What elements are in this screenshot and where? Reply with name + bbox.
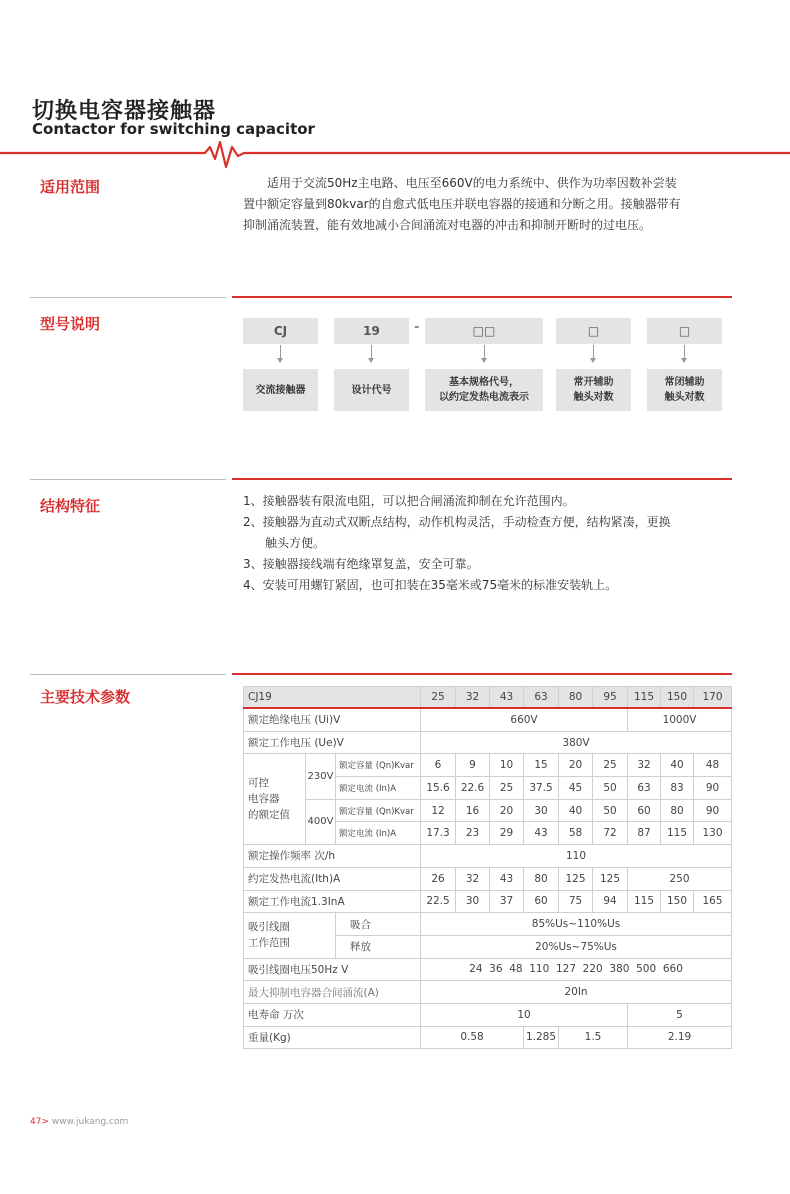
arrow-down-icon: [484, 345, 485, 362]
table-cell: 10: [490, 754, 524, 777]
divider: [30, 674, 226, 675]
spec-table: [243, 686, 732, 1049]
table-cell: 15: [524, 754, 559, 777]
list-item: 4、安装可用螺钉紧固，也可扣装在35毫米或75毫米的标准安装轨上。: [243, 578, 618, 592]
section-heading-structure: 结构特征: [40, 497, 101, 515]
table-cell: 37.5: [524, 777, 559, 800]
table-cell: 43: [524, 822, 559, 845]
table-cell: 250: [628, 867, 732, 890]
table-cell: 5: [628, 1003, 732, 1026]
table-cell: 80: [661, 799, 694, 822]
list-item: 触头方便。: [265, 536, 326, 550]
table-cell: 1.285: [524, 1026, 559, 1049]
table-cell: 50: [593, 799, 628, 822]
table-cell: 22.6: [456, 777, 490, 800]
divider-accent: [232, 296, 732, 298]
table-cell: 63: [628, 777, 661, 800]
table-cell: 115: [628, 687, 661, 709]
table-cell: 50: [593, 777, 628, 800]
table-cell: 30: [524, 799, 559, 822]
table-cell: 吸合: [336, 913, 421, 936]
scope-line: 适用于交流50Hz主电路、电压至660V的电力系统中、供作为功率因数补尝装: [267, 176, 677, 190]
structure-list: [243, 491, 733, 596]
list-item: 3、接触器接线端有绝缘罩复盖，安全可靠。: [243, 557, 479, 571]
table-row: [244, 981, 732, 1004]
table-cell: 63: [524, 687, 559, 709]
table-cell: 2.19: [628, 1026, 732, 1049]
table-row: [244, 913, 732, 936]
table-cell: 48: [694, 754, 732, 777]
table-cell: 45: [559, 777, 593, 800]
table-cell: 额定工作电流1.3InA: [244, 890, 421, 913]
table-cell: 29: [490, 822, 524, 845]
table-cell: 12: [421, 799, 456, 822]
table-row: [244, 1026, 732, 1049]
table-cell: 75: [559, 890, 593, 913]
table-cell: 20: [559, 754, 593, 777]
table-row: [244, 867, 732, 890]
table-cell: 25: [421, 687, 456, 709]
divider-accent: [232, 478, 732, 480]
model-desc-cj: 交流接触器: [243, 369, 318, 411]
table-cell: 额定容量 (Qn)Kvar: [336, 754, 421, 777]
table-cell: 40: [559, 799, 593, 822]
table-cell: 6: [421, 754, 456, 777]
table-cell: 32: [456, 867, 490, 890]
table-cell: 80: [524, 867, 559, 890]
table-cell: 165: [694, 890, 732, 913]
table-row: [244, 799, 732, 822]
footer-url: www.jukang.com: [51, 1117, 129, 1127]
table-row: [244, 687, 732, 709]
table-cell: 9: [456, 754, 490, 777]
table-cell: 380V: [421, 731, 732, 754]
table-cell: 22.5: [421, 890, 456, 913]
divider: [30, 479, 226, 480]
divider-accent: [232, 673, 732, 675]
table-cell: 80: [559, 687, 593, 709]
table-cell: 115: [628, 890, 661, 913]
table-cell: 额定工作电压 (Ue)V: [244, 731, 421, 754]
table-cell: 1000V: [628, 708, 732, 731]
table-cell: 40: [661, 754, 694, 777]
table-cell: 43: [490, 867, 524, 890]
scope-paragraph: [243, 173, 733, 236]
table-cell: 吸引线圈 工作范围: [244, 913, 336, 958]
model-desc-no: 常开辅助 触头对数: [556, 369, 631, 411]
table-cell: 170: [694, 687, 732, 709]
section-heading-model: 型号说明: [40, 315, 101, 333]
model-desc-design: 设计代号: [334, 369, 409, 411]
table-cell: 25: [593, 754, 628, 777]
table-cell: 24 36 48 110 127 220 380 500 660: [421, 958, 732, 981]
header-pulse-line: [0, 138, 790, 172]
arrow-down-icon: [371, 345, 372, 362]
table-cell: 可控 电容器 的额定值: [244, 754, 306, 845]
table-cell: 额定电流 (In)A: [336, 822, 421, 845]
model-code-nc: □: [647, 318, 722, 344]
divider: [30, 297, 226, 298]
model-code-cj: CJ: [243, 318, 318, 344]
page-title-cn: 切换电容器接触器: [32, 99, 217, 124]
table-cell: 电寿命 万次: [244, 1003, 421, 1026]
table-cell: 20In: [421, 981, 732, 1004]
table-row: [244, 708, 732, 731]
table-cell: 90: [694, 799, 732, 822]
table-cell: 130: [694, 822, 732, 845]
table-cell: 85%Us~110%Us: [421, 913, 732, 936]
table-cell: 94: [593, 890, 628, 913]
model-desc-spec: 基本规格代号， 以约定发热电流表示: [425, 369, 543, 411]
scope-line: 置中额定容量到80kvar的自愈式低电压并联电容器的接通和分断之用。接触器带有: [243, 197, 681, 211]
table-cell: 20: [490, 799, 524, 822]
arrow-down-icon: [593, 345, 594, 362]
table-cell: 125: [593, 867, 628, 890]
table-cell: 最大抑制电容器合间涌流(A): [244, 981, 421, 1004]
table-cell: 25: [490, 777, 524, 800]
table-cell: 115: [661, 822, 694, 845]
page-title-en: Contactor for switching capacitor: [32, 120, 315, 138]
table-cell: 释放: [336, 935, 421, 958]
page-number: 47>: [30, 1117, 49, 1127]
section-heading-specs: 主要技术参数: [40, 688, 131, 706]
table-cell: 23: [456, 822, 490, 845]
table-cell: 400V: [306, 799, 336, 844]
page-footer: [30, 1117, 128, 1127]
table-cell: 16: [456, 799, 490, 822]
table-row: [244, 845, 732, 868]
model-code-spec: □□: [425, 318, 543, 344]
table-cell: 26: [421, 867, 456, 890]
table-cell: 15.6: [421, 777, 456, 800]
table-cell: 重量(Kg): [244, 1026, 421, 1049]
table-cell: 额定容量 (Qn)Kvar: [336, 799, 421, 822]
table-cell: 吸引线圈电压50Hz V: [244, 958, 421, 981]
table-cell: 1.5: [559, 1026, 628, 1049]
arrow-down-icon: [684, 345, 685, 362]
table-cell: 83: [661, 777, 694, 800]
table-cell: 30: [456, 890, 490, 913]
scope-line: 抑制涌流装置，能有效地减小合间涌流对电器的冲击和抑制开断时的过电压。: [243, 218, 652, 232]
table-cell: 72: [593, 822, 628, 845]
table-cell: 约定发热电流(Ith)A: [244, 867, 421, 890]
arrow-down-icon: [280, 345, 281, 362]
table-cell: 额定绝缘电压 (Ui)V: [244, 708, 421, 731]
table-cell: 230V: [306, 754, 336, 799]
list-item: 2、接触器为直动式双断点结构，动作机构灵活，手动检查方便，结构紧凑，更换: [243, 515, 671, 529]
table-cell: 额定电流 (In)A: [336, 777, 421, 800]
table-cell: 32: [628, 754, 661, 777]
table-row: [244, 1003, 732, 1026]
table-cell: 150: [661, 687, 694, 709]
table-cell: 95: [593, 687, 628, 709]
table-cell: 17.3: [421, 822, 456, 845]
table-cell: 660V: [421, 708, 628, 731]
section-heading-scope: 适用范围: [40, 178, 101, 196]
table-cell: 0.58: [421, 1026, 524, 1049]
table-cell: 20%Us~75%Us: [421, 935, 732, 958]
model-code-design: 19: [334, 318, 409, 344]
table-cell: CJ19: [244, 687, 421, 709]
table-cell: 90: [694, 777, 732, 800]
table-row: [244, 890, 732, 913]
list-item: 1、接触器装有限流电阻，可以把合闸涌流抑制在允许范围内。: [243, 494, 575, 508]
table-row: [244, 958, 732, 981]
table-cell: 87: [628, 822, 661, 845]
table-cell: 43: [490, 687, 524, 709]
model-code-separator: -: [414, 320, 420, 335]
table-row: [244, 754, 732, 777]
model-code-no: □: [556, 318, 631, 344]
table-cell: 125: [559, 867, 593, 890]
table-cell: 额定操作频率 次/h: [244, 845, 421, 868]
model-desc-nc: 常闭辅助 触头对数: [647, 369, 722, 411]
table-cell: 60: [524, 890, 559, 913]
table-cell: 150: [661, 890, 694, 913]
table-row: [244, 731, 732, 754]
table-cell: 32: [456, 687, 490, 709]
table-cell: 60: [628, 799, 661, 822]
table-cell: 110: [421, 845, 732, 868]
table-cell: 10: [421, 1003, 628, 1026]
table-cell: 37: [490, 890, 524, 913]
table-cell: 58: [559, 822, 593, 845]
